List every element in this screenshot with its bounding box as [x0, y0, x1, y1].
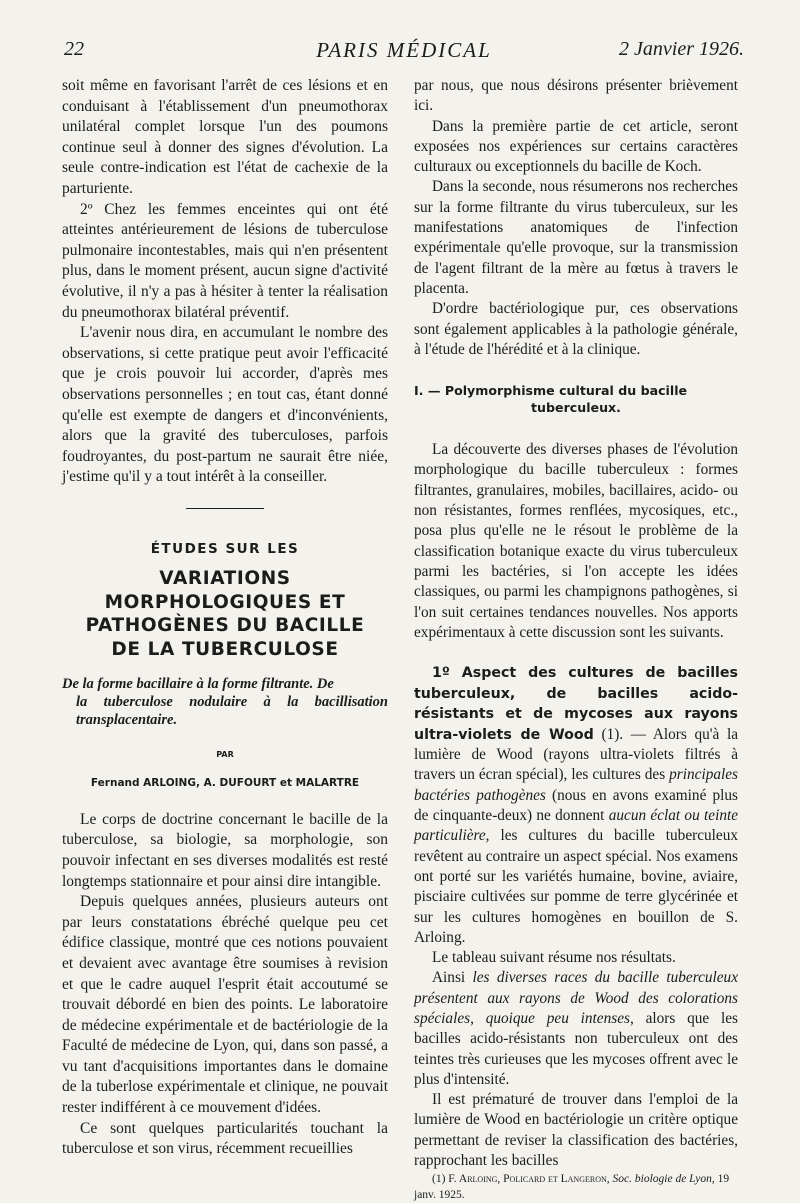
separator-rule — [186, 508, 264, 509]
subtitle-line: De la forme bacillaire à la forme filtrante. De — [62, 676, 334, 693]
title-line: VARIATIONS — [159, 568, 291, 590]
article-subtitle — [62, 675, 388, 729]
footnote-journal: Soc. biologie de Lyon, — [612, 1173, 715, 1186]
paragraph: soit même en favorisant l'arrêt de ces lésions et en conduisant à l'établissement d'un pneumothorax unilatéral complet lorsque l'un des poumons continue seul à donner des signes d'évolution. La seule contre-indication est l'état de cachexie de la parturiente. — [62, 77, 388, 197]
paragraph: Dans la seconde, nous résumerons nos recherches sur la forme filtrante du virus tuberculeux, sur les manifestations anatomiques de l'infection expérimentale qu'elle provoque, sur la transmission de l'agent filtrant de la mère au fœtus à travers le placenta. — [414, 178, 738, 297]
footnote-date: 19 janv. 1925. — [414, 1173, 730, 1202]
paragraph: L'avenir nous dira, en accumulant le nombre des observations, si cette pratique peut avoir l'efficacité que je crois pouvoir lui accorder, d'après mes observations personnelles ; en tout cas, étant donné qu'elle est exempte de dangers et d'inconvénients, alors que la gravité des tuberculoses, parfois foudroyantes, du post-partum ne saurait être niée, j'estime qu'il y a tout intérêt à la conseiller. — [62, 324, 388, 486]
section-heading-line: I. — Polymorphisme cultural du bacille — [414, 383, 688, 399]
issue-date: 2 Janvier 1926. — [619, 38, 744, 60]
paragraph: Dans la première partie de cet article, seront exposées nos expériences sur certains caractères culturaux ou exceptionnels du bacille de Koch. — [414, 117, 738, 176]
text-run: — Alors qu'à la lumière de Wood (rayons ultra-violets filtrés à travers un écran spécial), les cultures des — [414, 725, 738, 784]
authors: Fernand ARLOING, A. DUFOURT et MALARTRE — [90, 777, 360, 790]
paragraph: Il est prématuré de trouver dans l'emploi de la lumière de Wood en bactériologie un critère optique permettant de reviser la classification des bactéries, rapprochant les bacilles — [414, 1091, 738, 1170]
title-line: DE LA TUBERCULOSE — [111, 638, 339, 660]
footnote — [414, 1171, 738, 1203]
section-heading — [414, 382, 738, 416]
text-run: (nous en avons examiné plus de cinquante-deux) ne donnent — [414, 786, 738, 825]
paragraph: Ce sont quelques particularités touchant la tuberculose et son virus, récemment recueillies — [62, 1119, 388, 1158]
footnote-number: (1) — [432, 1173, 449, 1186]
right-column — [414, 76, 738, 1203]
paragraph: Le tableau suivant résume nos résultats. — [432, 949, 676, 967]
journal-title: PARIS MÉDICAL — [316, 38, 492, 62]
paragraph — [414, 968, 738, 1090]
subtitle-line: la tuberculose nodulaire à la bacillisation transplacentaire. — [76, 694, 388, 729]
paragraph: 2º Chez les femmes enceintes qui ont été atteintes antérieurement de lésions de tuberculose pulmonaire incontestables, mais qui n'en présentent plus, dans le moment présent, aucun signe d'activité évolutive, il n'y a pas à hésiter à tenter la réalisation du pneumothorax bilatéral préventif. — [62, 200, 388, 321]
text-run: , les cultures du bacille tuberculeux revêtent au contraire un aspect spécial. Nos examens ont porté sur les variétés humaine, bovine, aviaire, pisciaire cultivées sur pomme de terre glycérinée et sur les cultures homogènes en bouillon de S. Arloing. — [414, 827, 738, 946]
left-column — [62, 76, 388, 1160]
emphasis: aucun éclat ou teinte particulière — [414, 807, 739, 845]
footnote-ref: (1). — [593, 725, 624, 743]
paragraph: La découverte des diverses phases de l'évolution morphologique du bacille tuberculeux : formes filtrantes, granulaires, mobiles, bacillaires, acido- ou non résistantes, formes renflées, mycosiques, etc., posa plus qu'elle ne le résout le problème de la classification botanique exacte du virus tuberculeux parmi les bactéries, si l'on accepte les idées classiques, ou parmi les champignons pathogènes, si l'on suit certaines tendances nouvelles. Nos apports expérimentaux à cette discussion sont les suivants. — [414, 441, 738, 641]
page-number: 22 — [64, 38, 84, 60]
section-heading-line: tuberculeux. — [531, 400, 621, 416]
text-run: Ainsi — [432, 969, 473, 987]
subsection-heading: 1º Aspect des cultures de bacilles tuberculeux, de bacilles acido-résistants et de mycoses aux rayons ultra-violets de Wood — [414, 665, 738, 743]
paragraph: D'ordre bactériologique pur, ces observations sont également applicables à la pathologie générale, à l'étude de l'hérédité et à la clinique. — [414, 300, 738, 358]
text-run: , alors que les bacilles acido-résistants non tuberculeux ont des teintes très curieuses que les mycoses offrent avec le plus d'intensité. — [414, 1009, 738, 1088]
emphasis: les diverses races du bacille tuberculeux présentent aux rayons de Wood des colorations spéciales, quoique peu intenses — [414, 969, 738, 1027]
article-title — [62, 567, 388, 661]
title-line: MORPHOLOGIQUES ET — [104, 591, 346, 613]
emphasis: principales bactéries pathogènes — [414, 766, 738, 804]
spacer — [414, 643, 738, 663]
title-line: PATHOGÈNES DU BACILLE — [85, 615, 365, 637]
article-kicker: ÉTUDES SUR LES — [150, 540, 300, 557]
paragraph — [414, 663, 738, 948]
paragraph: Le corps de doctrine concernant le bacille de la tuberculose, sa biologie, sa morphologie, son pouvoir infectant en ses diverses modalités est resté longtemps stationnaire et pour ainsi dire intangible. — [62, 810, 388, 890]
paragraph: par nous, que nous désirons présenter brièvement ici. — [414, 77, 738, 115]
page-header — [64, 38, 744, 68]
footnote-authors: F. Arloing, Policard et Langeron, — [448, 1173, 613, 1186]
byline-par: PAR — [216, 750, 234, 760]
paragraph: Depuis quelques années, plusieurs auteurs ont par leurs constatations ébréché quelque peu cet édifice classique, montré que ces notions pouvaient et devaient avec avantage être soumises à revision et que le cadre auquel l'esprit était accoutumé se trouvait débordé en bien des points. Le laboratoire de médecine expérimentale et de bactériologie de la Faculté de médecine de Lyon, qui, dans son passé, a vu tant d'acquisitions importantes dans le domaine de la tuberlose expérimentale et clinique, ne pouvait rester indifférent à ce mouvement d'idées. — [62, 893, 388, 1117]
